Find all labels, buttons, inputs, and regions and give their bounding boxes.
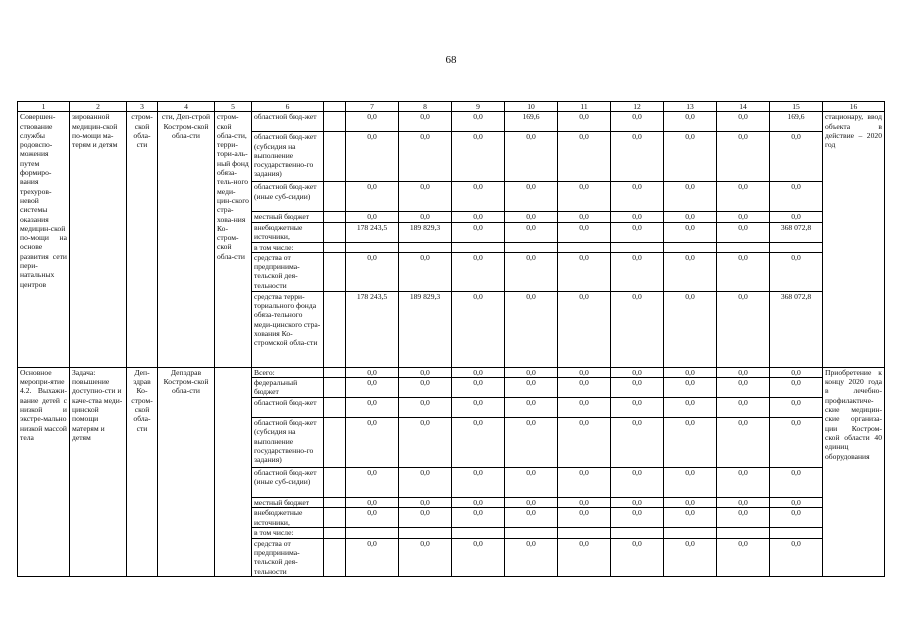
funding-source-cell: областной бюд-жет (субсидия на выполнение государственно-го задания) bbox=[252, 418, 324, 468]
value-cell: 0,0 bbox=[346, 132, 399, 182]
value-cell bbox=[664, 528, 717, 538]
value-cell: 0,0 bbox=[505, 222, 558, 242]
value-cell: 0,0 bbox=[505, 498, 558, 508]
value-cell: 0,0 bbox=[770, 508, 823, 528]
value-cell: 0,0 bbox=[770, 398, 823, 418]
value-cell: 0,0 bbox=[399, 508, 452, 528]
column-header: 15 bbox=[770, 102, 823, 112]
value-cell: 0,0 bbox=[558, 418, 611, 468]
value-cell: 0,0 bbox=[346, 538, 399, 576]
column-header: 7 bbox=[346, 102, 399, 112]
value-cell: 0,0 bbox=[611, 291, 664, 367]
value-cell: 0,0 bbox=[399, 132, 452, 182]
value-cell bbox=[399, 528, 452, 538]
value-cell: 0,0 bbox=[717, 291, 770, 367]
value-cell: 0,0 bbox=[346, 398, 399, 418]
value-cell: 0,0 bbox=[558, 252, 611, 291]
value-cell: 0,0 bbox=[717, 252, 770, 291]
value-cell: 0,0 bbox=[452, 132, 505, 182]
value-cell bbox=[452, 242, 505, 252]
value-cell bbox=[505, 242, 558, 252]
empty-cell bbox=[324, 508, 346, 528]
value-cell: 0,0 bbox=[664, 222, 717, 242]
value-cell: 0,0 bbox=[664, 291, 717, 367]
value-cell: 0,0 bbox=[611, 498, 664, 508]
value-cell: 189 829,3 bbox=[399, 291, 452, 367]
column-header: 16 bbox=[823, 102, 885, 112]
value-cell bbox=[399, 242, 452, 252]
value-cell: 0,0 bbox=[611, 418, 664, 468]
value-cell: 0,0 bbox=[611, 508, 664, 528]
responsible-cell: стром-ской обла-сти bbox=[127, 112, 158, 368]
value-cell: 0,0 bbox=[664, 498, 717, 508]
value-cell: 0,0 bbox=[558, 398, 611, 418]
value-cell: 0,0 bbox=[505, 378, 558, 398]
empty-cell bbox=[324, 291, 346, 367]
executor-cell: сти, Деп-строй Костром-ской обла-сти bbox=[158, 112, 215, 368]
empty-cell bbox=[324, 398, 346, 418]
value-cell: 0,0 bbox=[452, 222, 505, 242]
empty-cell bbox=[324, 132, 346, 182]
measure-name-cell: Совершен-ствование службы родовспо-можения путем формиро-вания трехуров-невой системы оказания медицин-ской по-мощи на основе развития сети пери-натальных центров bbox=[18, 112, 70, 368]
value-cell: 0,0 bbox=[717, 378, 770, 398]
value-cell: 0,0 bbox=[558, 538, 611, 576]
page-number: 68 bbox=[445, 54, 457, 66]
result-cell: стационару, ввод объекта в действие – 2020 год bbox=[823, 112, 885, 368]
value-cell: 0,0 bbox=[505, 468, 558, 498]
value-cell: 0,0 bbox=[664, 132, 717, 182]
value-cell: 0,0 bbox=[452, 291, 505, 367]
value-cell: 368 072,8 bbox=[770, 222, 823, 242]
value-cell: 0,0 bbox=[717, 398, 770, 418]
value-cell bbox=[452, 528, 505, 538]
value-cell: 0,0 bbox=[558, 212, 611, 222]
value-cell: 0,0 bbox=[611, 112, 664, 132]
empty-cell bbox=[324, 242, 346, 252]
value-cell: 0,0 bbox=[452, 212, 505, 222]
empty-cell bbox=[324, 112, 346, 132]
value-cell: 368 072,8 bbox=[770, 291, 823, 367]
value-cell: 0,0 bbox=[452, 508, 505, 528]
funding-source-cell: местный бюджет bbox=[252, 212, 324, 222]
value-cell: 0,0 bbox=[770, 418, 823, 468]
table-body bbox=[18, 112, 885, 577]
value-cell: 0,0 bbox=[558, 378, 611, 398]
value-cell: 0,0 bbox=[452, 182, 505, 212]
empty-cell bbox=[324, 498, 346, 508]
value-cell: 0,0 bbox=[770, 498, 823, 508]
value-cell: 0,0 bbox=[452, 498, 505, 508]
funding-source-cell: областной бюд-жет (иные суб-сидии) bbox=[252, 468, 324, 498]
value-cell: 0,0 bbox=[399, 252, 452, 291]
value-cell: 0,0 bbox=[346, 378, 399, 398]
value-cell: 0,0 bbox=[558, 132, 611, 182]
value-cell: 0,0 bbox=[611, 212, 664, 222]
column-header: 13 bbox=[664, 102, 717, 112]
value-cell: 0,0 bbox=[505, 538, 558, 576]
value-cell: 0,0 bbox=[611, 378, 664, 398]
column-header: 2 bbox=[70, 102, 127, 112]
value-cell: 169,6 bbox=[505, 112, 558, 132]
value-cell: 0,0 bbox=[399, 398, 452, 418]
column-header: 1 bbox=[18, 102, 70, 112]
value-cell: 0,0 bbox=[611, 538, 664, 576]
goal-cell: Задача: повышение доступно-сти и каче-ства меди-цинской помощи матерям и детям bbox=[70, 367, 127, 576]
result-cell: Приобретение к концу 2020 года в лечебно-профилактиче-ские медицин-ские организа-ции Костром-ской области 40 единиц оборудования bbox=[823, 367, 885, 576]
funding-source-cell: средства от предпринима-тельской дея-тельности bbox=[252, 538, 324, 576]
value-cell: 0,0 bbox=[558, 498, 611, 508]
responsible-cell: Деп-здрав Ко-стром-ской обла-сти bbox=[127, 367, 158, 576]
funding-source-cell: средства от предпринима-тельской дея-тельности bbox=[252, 252, 324, 291]
value-cell: 0,0 bbox=[346, 212, 399, 222]
budget-table bbox=[17, 101, 885, 577]
value-cell: 0,0 bbox=[346, 367, 399, 377]
value-cell: 0,0 bbox=[770, 182, 823, 212]
value-cell: 0,0 bbox=[717, 508, 770, 528]
executor-cell: Депздрав Костром-ской обла-сти bbox=[158, 367, 215, 576]
value-cell: 0,0 bbox=[717, 112, 770, 132]
value-cell: 0,0 bbox=[452, 367, 505, 377]
value-cell: 0,0 bbox=[505, 291, 558, 367]
value-cell: 169,6 bbox=[770, 112, 823, 132]
value-cell: 0,0 bbox=[505, 212, 558, 222]
value-cell: 0,0 bbox=[399, 212, 452, 222]
value-cell: 178 243,5 bbox=[346, 222, 399, 242]
value-cell: 0,0 bbox=[770, 132, 823, 182]
funding-source-cell: федеральный бюджет bbox=[252, 378, 324, 398]
funding-source-cell: Всего: bbox=[252, 367, 324, 377]
column-header: 14 bbox=[717, 102, 770, 112]
value-cell bbox=[611, 528, 664, 538]
value-cell: 0,0 bbox=[346, 252, 399, 291]
value-cell: 0,0 bbox=[346, 508, 399, 528]
value-cell: 0,0 bbox=[558, 112, 611, 132]
value-cell: 0,0 bbox=[770, 538, 823, 576]
value-cell: 0,0 bbox=[664, 378, 717, 398]
value-cell: 0,0 bbox=[717, 367, 770, 377]
value-cell: 0,0 bbox=[558, 367, 611, 377]
value-cell: 0,0 bbox=[611, 132, 664, 182]
empty-cell bbox=[324, 538, 346, 576]
value-cell bbox=[346, 528, 399, 538]
empty-cell bbox=[324, 222, 346, 242]
column-header: 8 bbox=[399, 102, 452, 112]
value-cell: 0,0 bbox=[346, 112, 399, 132]
column-header: 9 bbox=[452, 102, 505, 112]
value-cell: 0,0 bbox=[611, 468, 664, 498]
column-header: 6 bbox=[252, 102, 324, 112]
value-cell bbox=[770, 528, 823, 538]
value-cell: 0,0 bbox=[505, 182, 558, 212]
value-cell: 0,0 bbox=[664, 538, 717, 576]
funding-source-cell: в том числе: bbox=[252, 242, 324, 252]
column-header: 3 bbox=[127, 102, 158, 112]
empty-cell bbox=[324, 252, 346, 291]
value-cell: 0,0 bbox=[399, 538, 452, 576]
value-cell: 0,0 bbox=[770, 468, 823, 498]
value-cell: 0,0 bbox=[664, 212, 717, 222]
value-cell bbox=[770, 242, 823, 252]
value-cell: 0,0 bbox=[664, 398, 717, 418]
value-cell: 0,0 bbox=[452, 538, 505, 576]
value-cell: 0,0 bbox=[611, 182, 664, 212]
empty-cell bbox=[324, 212, 346, 222]
value-cell: 0,0 bbox=[770, 252, 823, 291]
empty-cell bbox=[324, 418, 346, 468]
value-cell: 0,0 bbox=[611, 222, 664, 242]
column-header: 5 bbox=[215, 102, 252, 112]
value-cell: 0,0 bbox=[664, 112, 717, 132]
value-cell: 0,0 bbox=[399, 468, 452, 498]
value-cell: 0,0 bbox=[558, 508, 611, 528]
value-cell bbox=[664, 242, 717, 252]
value-cell: 0,0 bbox=[399, 182, 452, 212]
value-cell: 0,0 bbox=[717, 132, 770, 182]
value-cell: 0,0 bbox=[452, 468, 505, 498]
value-cell: 0,0 bbox=[717, 182, 770, 212]
value-cell bbox=[505, 528, 558, 538]
value-cell: 0,0 bbox=[346, 182, 399, 212]
funding-source-cell: в том числе: bbox=[252, 528, 324, 538]
funding-source-cell: областной бюд-жет (субсидия на выполнение государственно-го задания) bbox=[252, 132, 324, 182]
value-cell: 0,0 bbox=[717, 538, 770, 576]
measure-name-cell: Основное меропри-ятие 4.2. Выхажи-вание детей с низкой и экстре-мально низкой массой тела bbox=[18, 367, 70, 576]
value-cell: 0,0 bbox=[558, 468, 611, 498]
value-cell: 0,0 bbox=[346, 468, 399, 498]
table-row bbox=[18, 367, 885, 377]
value-cell: 0,0 bbox=[452, 252, 505, 291]
value-cell bbox=[558, 528, 611, 538]
value-cell: 0,0 bbox=[452, 398, 505, 418]
value-cell: 0,0 bbox=[452, 112, 505, 132]
value-cell: 0,0 bbox=[505, 418, 558, 468]
value-cell: 189 829,3 bbox=[399, 222, 452, 242]
column-header: 12 bbox=[611, 102, 664, 112]
value-cell bbox=[717, 528, 770, 538]
value-cell: 0,0 bbox=[558, 222, 611, 242]
funding-source-cell: внебюджетные источники, bbox=[252, 508, 324, 528]
value-cell: 0,0 bbox=[558, 182, 611, 212]
goal-cell: зированной медицин-ской по-мощи ма-терям и детям bbox=[70, 112, 127, 368]
value-cell: 0,0 bbox=[505, 508, 558, 528]
funding-source-cell: областной бюд-жет bbox=[252, 398, 324, 418]
value-cell: 0,0 bbox=[717, 498, 770, 508]
value-cell: 0,0 bbox=[399, 418, 452, 468]
header-row bbox=[18, 102, 885, 112]
funding-source-cell: средства терри-ториального фонда обяза-тельного меди-цинского стра-хования Ко-стромской обла-сти bbox=[252, 291, 324, 367]
empty-cell bbox=[324, 468, 346, 498]
value-cell: 0,0 bbox=[346, 498, 399, 508]
value-cell: 0,0 bbox=[611, 367, 664, 377]
value-cell: 0,0 bbox=[505, 252, 558, 291]
value-cell bbox=[717, 242, 770, 252]
empty-cell bbox=[324, 182, 346, 212]
funding-source-cell: местный бюджет bbox=[252, 498, 324, 508]
value-cell: 0,0 bbox=[664, 508, 717, 528]
empty-cell bbox=[324, 367, 346, 377]
value-cell: 0,0 bbox=[611, 398, 664, 418]
value-cell: 0,0 bbox=[717, 468, 770, 498]
funding-source-cell: внебюджетные источники, bbox=[252, 222, 324, 242]
value-cell: 0,0 bbox=[505, 367, 558, 377]
value-cell: 0,0 bbox=[717, 418, 770, 468]
value-cell: 0,0 bbox=[399, 112, 452, 132]
value-cell: 178 243,5 bbox=[346, 291, 399, 367]
value-cell: 0,0 bbox=[664, 418, 717, 468]
value-cell: 0,0 bbox=[399, 378, 452, 398]
participant-cell bbox=[215, 367, 252, 576]
value-cell: 0,0 bbox=[664, 367, 717, 377]
table-row bbox=[18, 112, 885, 132]
value-cell bbox=[346, 242, 399, 252]
value-cell: 0,0 bbox=[611, 252, 664, 291]
value-cell: 0,0 bbox=[346, 418, 399, 468]
column-header: 10 bbox=[505, 102, 558, 112]
value-cell bbox=[611, 242, 664, 252]
participant-cell: стром-ской обла-сти, терри-тори-аль-ный фонд обяза-тель-ного меди-цин-ского стра-хова-ния Ко-стром-ской обла-сти bbox=[215, 112, 252, 368]
column-header: 11 bbox=[558, 102, 611, 112]
value-cell: 0,0 bbox=[558, 291, 611, 367]
value-cell: 0,0 bbox=[399, 367, 452, 377]
empty-cell bbox=[324, 378, 346, 398]
value-cell bbox=[558, 242, 611, 252]
funding-source-cell: областной бюд-жет (иные суб-сидии) bbox=[252, 182, 324, 212]
value-cell: 0,0 bbox=[505, 398, 558, 418]
funding-source-cell: областной бюд-жет bbox=[252, 112, 324, 132]
value-cell: 0,0 bbox=[664, 468, 717, 498]
value-cell: 0,0 bbox=[717, 222, 770, 242]
value-cell: 0,0 bbox=[717, 212, 770, 222]
value-cell: 0,0 bbox=[399, 498, 452, 508]
value-cell: 0,0 bbox=[664, 252, 717, 291]
value-cell: 0,0 bbox=[770, 212, 823, 222]
value-cell: 0,0 bbox=[452, 378, 505, 398]
value-cell: 0,0 bbox=[770, 378, 823, 398]
empty-cell bbox=[324, 528, 346, 538]
value-cell: 0,0 bbox=[505, 132, 558, 182]
value-cell: 0,0 bbox=[452, 418, 505, 468]
column-header bbox=[324, 102, 346, 112]
value-cell: 0,0 bbox=[770, 367, 823, 377]
value-cell: 0,0 bbox=[664, 182, 717, 212]
column-header: 4 bbox=[158, 102, 215, 112]
